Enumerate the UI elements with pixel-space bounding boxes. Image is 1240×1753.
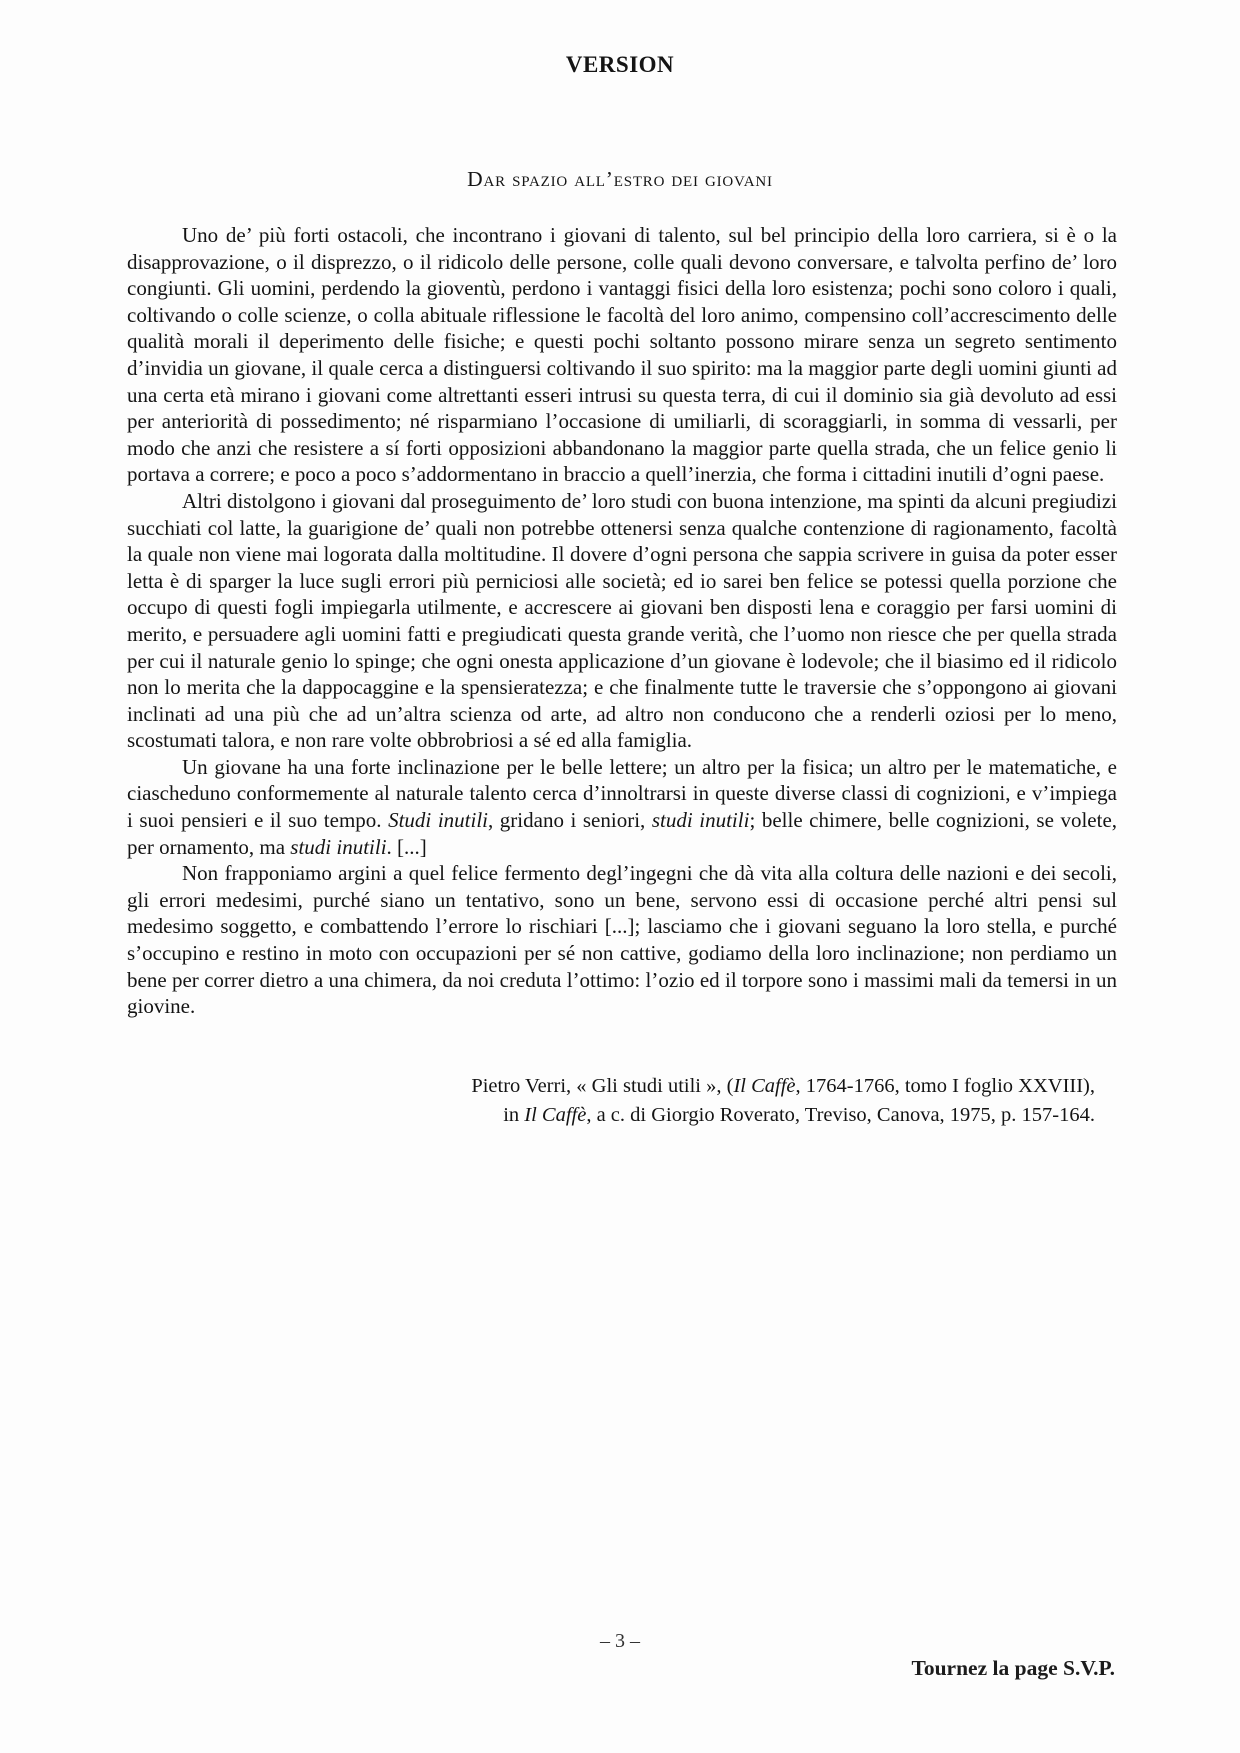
page-title: VERSION: [565, 52, 675, 77]
text-run: Uno de’ più forti ostacoli, che incontrano i giovani di talento, sul bel principio della loro carriera, si è o la disapprovazione, o il disprezzo, o il ridicolo delle persone, colle quali devono conversare, e talvolta perfino de’ loro congiunti. Gli uomini, perdendo la gioventù, perdono i vantaggi fisici della loro esistenza; pochi sono coloro i quali, coltivando o colle scienze, o colla abituale riflessione le facoltà del loro animo, compensino coll’accrescimento delle qualità morali il deperimento delle fisiche; e questi pochi soltanto possono mirare senza un segreto sentimento d’invidia un giovane, il quale cerca a distinguersi coltivando il suo spirito: ma la maggior parte degli uomini giunti ad una certa età mirano i giovani come altrettanti esseri intrusi su questa terra, di cui il dominio sia già devoluto ad essi per anteriorità di possedimento; né risparmiano l’occasione di umiliarli, di scoraggiarli, in somma di vessarli, per modo che anzi che resistere a sí forti opposizioni abbandonano la maggior parte quella strada, che un felice genio li portava a correre; e poco a poco s’addormentano in braccio a quell’inerzia, che forma i cittadini inutili d’ogni paese.: [127, 223, 1117, 487]
text-heading: Dar spazio all’estro dei giovani: [467, 167, 773, 191]
text-run: ; belle chimere, belle cognizioni, se volete, per ornamento, ma: [127, 808, 1118, 859]
text-run: Pietro Verri, « Gli studi utili », (: [471, 1074, 734, 1097]
text-run: in: [503, 1103, 525, 1126]
text-run: , a c. di Giorgio Roverato, Treviso, Canova, 1975, p. 157-164.: [586, 1103, 1095, 1126]
text-run: Un giovane ha una forte inclinazione per le belle lettere; un altro per la fisica; un altro per le matematiche, e ciascheduno conformemente al naturale talento cerca d’innoltrarsi in queste diverse classi di cognizioni, e v’impiega i suoi pensieri e il suo tempo.: [127, 754, 1117, 833]
paragraph: [127, 860, 1117, 1020]
text-run: Altri distolgono i giovani dal proseguimento de’ loro studi con buona intenzione, ma spinti da alcuni pregiudizi succhiati col latte, la guarigione de’ quali non potrebbe ottenersi senza qualche contenzione di ragionamento, facoltà la quale non viene mai logorata dalla moltitudine. Il dovere d’ogni persona che sappia scrivere in guisa da poter esser letta è di sparger la luce sugli errori più perniciosi alle società; ed io sarei ben felice se potessi quella porzione che occupo di questi fogli impiegarla utilmente, e accrescere ai giovani ben disposti lena e coraggio per farsi uomini di merito, e persuadere agli uomini fatti e pregiudicati questa grande verità, che l’uomo non riesce che per quella strada per cui il naturale genio lo spinge; che ogni onesta applicazione d’un giovane è lodevole; che il biasimo ed il ridicolo non lo merita che la dappocaggine e la spensieratezza; e che finalmente tutte le traversie che s’oppongono ai giovani inclinati ad una più che ad un’altra scienza od arte, ad altro non conducono che a renderli oziosi per lo meno, scostumati talora, e non rare volte obbrobriosi a sé ed alla famiglia.: [127, 488, 1117, 753]
citation-line: [127, 1101, 1095, 1130]
paragraph: [127, 754, 1117, 860]
text-run: . [...]: [386, 834, 427, 859]
citation: [127, 1072, 1095, 1130]
turn-page-notice: Tournez la page S.V.P.: [911, 1656, 1115, 1680]
text-run: , 1764-1766, tomo I foglio XXVIII),: [795, 1074, 1095, 1097]
text-run: Non frapponiamo argini a quel felice fermento degl’ingegni che dà vita alla coltura delle nazioni e dei secoli, gli errori medesimi, purché siano un tentativo, sono un bene, servono essi di occasione perché altri pensi sul medesimo soggetto, e combattendo l’errore lo rischiari [...]; lasciamo che i giovani seguano la loro stella, e purché s’occupino e restino in moto con occupazioni per sé non cattive, godiamo della loro inclinazione; non perdiamo un bene per correr dietro a una chimera, da noi creduta l’ottimo: l’ozio ed il torpore sono i massimi mali da temersi in un giovine.: [127, 861, 1117, 1019]
text-run: , gridano i seniori,: [488, 808, 652, 833]
italic-run: Studi inutili: [388, 808, 488, 833]
body-paragraphs: [127, 222, 1117, 1020]
italic-run: studi inutili: [290, 834, 387, 859]
italic-run: studi inutili: [651, 808, 750, 833]
paragraph: [127, 488, 1117, 754]
page-number: – 3 –: [600, 1630, 640, 1652]
italic-run: Il Caffè: [733, 1074, 796, 1097]
paragraph: [127, 222, 1117, 488]
italic-run: Il Caffè: [524, 1103, 587, 1126]
citation-line: [127, 1072, 1095, 1101]
